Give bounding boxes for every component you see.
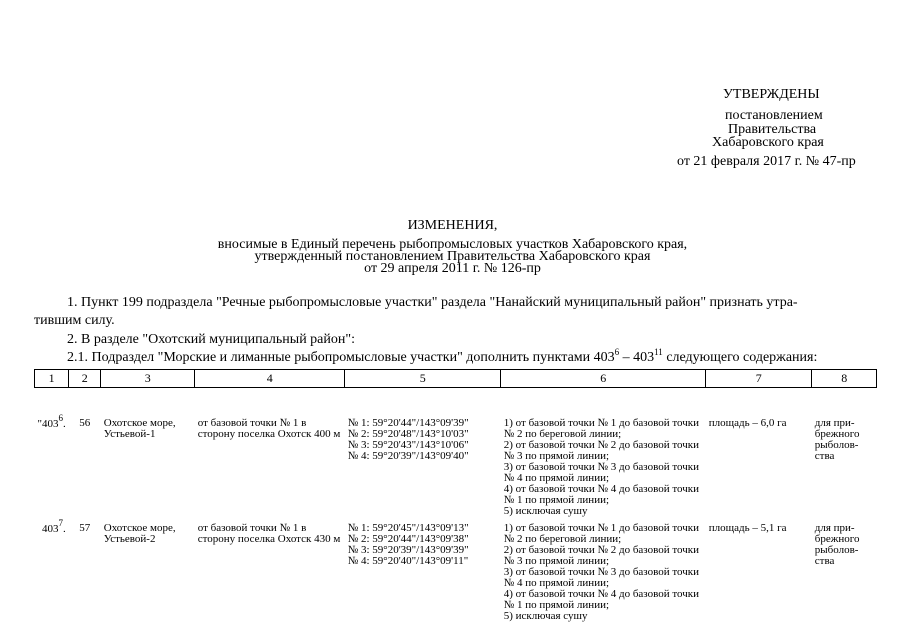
paragraph-1-text: 1. Пункт 199 подраздела "Речные рыбопромысловые участки" раздела "Нанайский муниципальный район" признать утра- xyxy=(67,295,798,310)
boundaries-cell xyxy=(501,388,706,518)
title-subline-2: утвержденный постановлением Правительства Хабаровского края xyxy=(254,249,651,264)
row-number-cell xyxy=(35,388,69,518)
area-purpose: для при-брежного рыболов-ства xyxy=(814,417,860,462)
title-subline-1: вносимые в Единый перечень рыбопромысловых участков Хабаровского края, xyxy=(217,237,688,252)
paragraph-3-sup-1: 6 xyxy=(614,347,620,357)
table-header-cell: 7 xyxy=(706,370,812,388)
approved-line-4: Хабаровского края xyxy=(712,135,824,150)
boundary-line: 5) исключая сушу xyxy=(503,610,588,622)
table-header-cell: 4 xyxy=(195,370,345,388)
row-number-sup: 7 xyxy=(58,518,63,528)
boundary-line: 1) от базовой точки № 1 до базовой точки № 2 по береговой линии; xyxy=(503,522,699,545)
table-header-cell: 2 xyxy=(69,370,101,388)
coordinate-line: № 2: 59°20'44"/143°09'38" xyxy=(347,533,469,545)
paragraph-3-sup-2: 11 xyxy=(654,347,663,357)
paragraph-3-pre: 2.1. Подраздел "Морские и лиманные рыбопромысловые участки" дополнить пунктами 403 xyxy=(67,350,615,365)
boundary-line: 1) от базовой точки № 1 до базовой точки № 2 по береговой линии; xyxy=(503,417,699,440)
coordinates-cell xyxy=(345,388,501,518)
row-number-post: . xyxy=(63,523,66,535)
boundaries-cell xyxy=(501,517,706,622)
paragraph-1-continuation: тившим силу. xyxy=(34,313,115,328)
title-heading: ИЗМЕНЕНИЯ, xyxy=(407,218,498,233)
area-location: от базовой точки № 1 в сторону поселка Охотск 400 м xyxy=(197,417,341,440)
row-number: "403 xyxy=(37,418,59,430)
area-size: площадь – 6,0 га xyxy=(708,417,787,429)
row-number-post: . xyxy=(63,418,66,430)
coordinate-line: № 4: 59°20'40"/143°09'11" xyxy=(347,555,469,567)
coordinate-line: № 4: 59°20'39"/143°09'40" xyxy=(347,450,469,462)
fishing-areas-table xyxy=(34,369,877,622)
coordinates-cell xyxy=(345,517,501,622)
coordinate-line: № 3: 59°20'39"/143°09'39" xyxy=(347,544,469,556)
approved-date: от 21 февраля 2017 г. № 47-пр xyxy=(677,154,856,169)
boundary-line: 5) исключая сушу xyxy=(503,505,588,517)
boundary-line: 3) от базовой точки № 3 до базовой точки № 4 по прямой линии; xyxy=(503,566,699,589)
paragraph-3-post: следующего содержания: xyxy=(662,350,818,365)
title-subline-3: от 29 апреля 2011 г. № 126-пр xyxy=(364,261,541,276)
table-header-cell: 3 xyxy=(101,370,195,388)
paragraph-2-text: 2. В разделе "Охотский муниципальный район": xyxy=(67,332,355,347)
coordinate-line: № 1: 59°20'45"/143°09'13" xyxy=(347,522,469,534)
area-number: 57 xyxy=(79,522,91,534)
table-row xyxy=(35,388,877,518)
paragraph-3 xyxy=(34,349,874,367)
paragraph-3-mid: – 403 xyxy=(619,350,655,365)
table-header-cell: 5 xyxy=(345,370,501,388)
boundary-line: 4) от базовой точки № 4 до базовой точки № 1 по прямой линии; xyxy=(503,588,699,611)
document-title xyxy=(0,219,905,275)
boundary-line: 4) от базовой точки № 4 до базовой точки № 1 по прямой линии; xyxy=(503,483,699,506)
area-number: 56 xyxy=(79,417,91,429)
boundary-line: 2) от базовой точки № 2 до базовой точки № 3 по прямой линии; xyxy=(503,439,699,462)
approved-line-2: постановлением xyxy=(725,108,823,123)
approved-heading: УТВЕРЖДЕНЫ xyxy=(723,87,820,102)
boundary-line: 3) от базовой точки № 3 до базовой точки № 4 по прямой линии; xyxy=(503,461,699,484)
area-purpose: для при-брежного рыболов-ства xyxy=(814,522,860,567)
coordinate-line: № 3: 59°20'43"/143°10'06" xyxy=(347,439,469,451)
row-number: 403 xyxy=(42,523,59,535)
area-location: от базовой точки № 1 в сторону поселка Охотск 430 м xyxy=(197,522,341,545)
table-row xyxy=(35,517,877,622)
table-header-cell: 1 xyxy=(35,370,69,388)
area-size: площадь – 5,1 га xyxy=(708,522,787,534)
coordinate-line: № 2: 59°20'48"/143°10'03" xyxy=(347,428,469,440)
approved-line-3: Правительства xyxy=(728,122,817,137)
paragraph-2 xyxy=(34,331,874,349)
table-header-cell: 6 xyxy=(501,370,706,388)
boundary-line: 2) от базовой точки № 2 до базовой точки № 3 по прямой линии; xyxy=(503,544,699,567)
table-header-cell: 8 xyxy=(812,370,877,388)
table-header-row xyxy=(35,370,877,388)
paragraph-1 xyxy=(34,294,874,330)
coordinate-line: № 1: 59°20'44"/143°09'39" xyxy=(347,417,469,429)
row-number-sup: 6 xyxy=(58,413,63,423)
row-number-cell xyxy=(35,517,69,622)
area-name: Охотское море, Устьевой-2 xyxy=(103,522,176,545)
area-name: Охотское море, Устьевой-1 xyxy=(103,417,176,440)
